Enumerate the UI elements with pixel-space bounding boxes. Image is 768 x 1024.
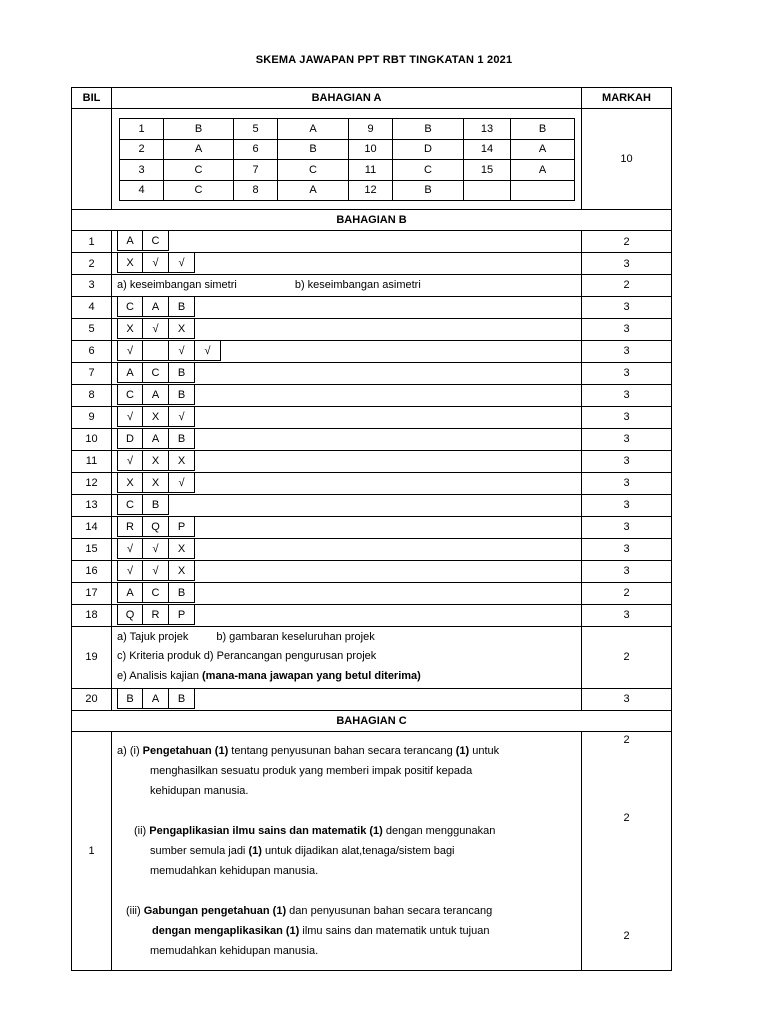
row-markah: 3 [582, 384, 672, 406]
keyword: dengan mengaplikasikan (1) [152, 924, 303, 937]
answer-scheme-table [71, 87, 672, 971]
text: untuk dijadikan alat,tenaga/sistem bagi [264, 844, 455, 857]
answer-box: Q [117, 605, 143, 625]
answer-letter: A [278, 119, 349, 140]
row-number: 8 [72, 384, 112, 406]
bahagian-b-heading: BAHAGIAN B [72, 210, 672, 231]
question-number: 6 [234, 139, 278, 160]
answer-letter: C [393, 160, 464, 181]
row-number: 4 [72, 296, 112, 318]
header-bahagian-a: BAHAGIAN A [112, 88, 582, 109]
row-number: 14 [72, 516, 112, 538]
bahagian-a-answers [112, 109, 582, 210]
answer-cell [112, 472, 582, 494]
answer-letter: B [164, 119, 234, 140]
keyword: Pengetahuan (1) [142, 744, 232, 757]
row-markah: 3 [582, 472, 672, 494]
row-number: 16 [72, 560, 112, 582]
bahagian-b-row [72, 472, 672, 494]
answer-box: √ [143, 539, 169, 559]
answer-box: A [117, 363, 143, 383]
bahagian-b-row [72, 275, 672, 297]
answer-box: B [143, 495, 169, 515]
question-number: 9 [349, 119, 393, 140]
bahagian-b-row [72, 406, 672, 428]
bahagian-b-row [72, 688, 672, 710]
answer-boxes [112, 451, 581, 472]
answer-box: Q [143, 517, 169, 537]
answer-b: b) gambaran keseluruhan projek [216, 630, 375, 643]
bahagian-b-row-19 [72, 626, 672, 688]
text: memudahkan kehidupan manusia. [150, 864, 319, 877]
row-markah: 3 [582, 604, 672, 626]
text: memudahkan kehidupan manusia. [150, 944, 319, 957]
bahagian-b-row [72, 253, 672, 275]
row-number: 20 [72, 688, 112, 710]
answer-boxes [112, 407, 581, 428]
answer-cell [112, 296, 582, 318]
question-number: 14 [464, 139, 511, 160]
answer-box: B [169, 689, 195, 709]
answer-boxes [112, 605, 581, 626]
row-markah: 2 [582, 626, 672, 688]
answer-boxes [112, 495, 581, 516]
answer-cell [112, 494, 582, 516]
bahagian-c-markah [582, 731, 672, 970]
answer-cell [112, 406, 582, 428]
text: dengan menggunakan [385, 824, 496, 837]
answer-letter: A [164, 139, 234, 160]
row-markah: 2 [582, 582, 672, 604]
answer-box: X [143, 407, 169, 427]
row-markah: 3 [582, 516, 672, 538]
bahagian-c-heading: BAHAGIAN C [72, 710, 672, 731]
answer-box: B [169, 583, 195, 603]
answer-box: P [169, 605, 195, 625]
answer-boxes [112, 689, 581, 710]
answer-cell [112, 318, 582, 340]
answer-letter: C [278, 160, 349, 181]
answer-boxes [112, 297, 581, 318]
answer-note: (mana-mana jawapan yang betul diterima) [202, 669, 421, 682]
answer-box: √ [143, 319, 169, 339]
row-number: 7 [72, 362, 112, 384]
answer-boxes [112, 517, 581, 538]
mark-note: (1) [455, 744, 473, 757]
row-number: 9 [72, 406, 112, 428]
row-number: 3 [72, 275, 112, 297]
bahagian-b-row [72, 340, 672, 362]
row-number: 19 [72, 626, 112, 688]
bahagian-b-row [72, 318, 672, 340]
answer-box: D [117, 429, 143, 449]
answer-letter: A [511, 139, 575, 160]
answer-box: A [117, 583, 143, 603]
answer-box: √ [195, 341, 221, 361]
answer-box: B [169, 297, 195, 317]
answer-box: √ [117, 539, 143, 559]
answer-cell [112, 560, 582, 582]
answer-letter: C [164, 180, 234, 201]
answer-box: X [117, 253, 143, 273]
bahagian-b-heading-row [72, 210, 672, 231]
row-number: 11 [72, 450, 112, 472]
answer-a: a) Tajuk projek [117, 630, 189, 643]
bahagian-c-heading-row [72, 710, 672, 731]
answer-cell [112, 340, 582, 362]
answer-box: √ [169, 407, 195, 427]
text: ilmu sains dan matematik untuk tujuan [302, 924, 490, 937]
answer-box [143, 341, 169, 361]
row-markah: 3 [582, 340, 672, 362]
answer-box: √ [143, 253, 169, 273]
text: untuk [472, 744, 500, 757]
answer-box: A [143, 385, 169, 405]
row-markah: 2 [582, 231, 672, 253]
header-bil: BIL [72, 88, 112, 109]
answer-letter: A [511, 160, 575, 181]
question-number: 8 [234, 180, 278, 201]
row-number: 13 [72, 494, 112, 516]
bahagian-b-row [72, 604, 672, 626]
question-number: 5 [234, 119, 278, 140]
bahagian-b-row [72, 428, 672, 450]
row-markah: 3 [582, 538, 672, 560]
bahagian-b-row [72, 296, 672, 318]
answer-cell [112, 688, 582, 710]
keyword: Pengaplikasian ilmu sains dan matematik (1) [149, 824, 386, 837]
row-markah: 3 [582, 318, 672, 340]
answer-c-d: c) Kriteria produk d) Perancangan pengurusan projek [117, 650, 377, 663]
bahagian-a-row [72, 109, 672, 210]
answer-letter [511, 180, 575, 201]
answer-boxes [112, 539, 581, 560]
grid-row [120, 139, 575, 160]
answer-box: √ [169, 341, 195, 361]
answer-letter: B [393, 119, 464, 140]
bahagian-a-markah: 10 [582, 109, 672, 210]
answer-letter: B [511, 119, 575, 140]
row-markah: 3 [582, 450, 672, 472]
grid-row [120, 180, 575, 201]
bahagian-b-row [72, 538, 672, 560]
answer-letter: C [164, 160, 234, 181]
row-markah: 3 [582, 560, 672, 582]
answer-boxes [112, 231, 581, 252]
bahagian-b-row [72, 582, 672, 604]
bahagian-b-row [72, 450, 672, 472]
answer-cell [112, 582, 582, 604]
text: dan penyusunan bahan secara terancang [289, 904, 493, 917]
answer-cell [112, 538, 582, 560]
answer-boxes [112, 341, 581, 362]
row-markah: 3 [582, 253, 672, 275]
answer-box: A [143, 297, 169, 317]
answer-box: X [169, 319, 195, 339]
bahagian-a-grid [119, 118, 575, 201]
answer-box: C [143, 231, 169, 251]
answer-cell [112, 626, 582, 688]
row-number: 10 [72, 428, 112, 450]
answer-box: X [143, 451, 169, 471]
row-markah: 3 [582, 296, 672, 318]
answer-box: √ [117, 561, 143, 581]
question-number: 10 [349, 139, 393, 160]
markah-ii: 2 [623, 811, 630, 824]
row-markah: 2 [582, 275, 672, 297]
item-label: (iii) [126, 904, 144, 917]
answer-box: B [169, 429, 195, 449]
answer-box: C [117, 385, 143, 405]
row-number: 2 [72, 253, 112, 275]
row-markah: 3 [582, 362, 672, 384]
answer-box: B [169, 363, 195, 383]
answer-box: C [117, 495, 143, 515]
answer-cell [112, 450, 582, 472]
answer-box: R [117, 517, 143, 537]
answer-box: A [143, 689, 169, 709]
question-number: 2 [120, 139, 164, 160]
answer-cell [112, 731, 582, 970]
answer-box: X [117, 473, 143, 493]
text: tentang penyusunan bahan secara terancang [231, 744, 456, 757]
answer-box: A [143, 429, 169, 449]
bahagian-b-row [72, 494, 672, 516]
markah-i: 2 [623, 733, 630, 746]
bahagian-b-row [72, 560, 672, 582]
keyword: Gabungan pengetahuan (1) [143, 904, 290, 917]
answer-boxes [112, 473, 581, 494]
question-number: 11 [349, 160, 393, 181]
answer-box: A [117, 231, 143, 251]
answer-e: e) Analisis kajian [117, 669, 202, 682]
answer-box: X [117, 319, 143, 339]
question-number: 15 [464, 160, 511, 181]
row-number: 6 [72, 340, 112, 362]
row-number: 15 [72, 538, 112, 560]
text: kehidupan manusia. [150, 784, 249, 797]
answer-b: b) keseimbangan asimetri [294, 279, 421, 292]
text: menghasilkan sesuatu produk yang memberi impak positif kepada [150, 764, 473, 777]
markah-iii: 2 [623, 929, 630, 942]
answer-cell [112, 362, 582, 384]
bahagian-b-row [72, 516, 672, 538]
row-number: 18 [72, 604, 112, 626]
answer-box: B [117, 689, 143, 709]
answer-boxes [112, 363, 581, 384]
answer-boxes [112, 253, 581, 274]
answer-box: C [143, 583, 169, 603]
answer-box: R [143, 605, 169, 625]
answer-a: a) keseimbangan simetri [117, 279, 237, 292]
text: sumber semula jadi [150, 844, 249, 857]
row-markah: 3 [582, 406, 672, 428]
row-number: 12 [72, 472, 112, 494]
grid-row [120, 160, 575, 181]
bahagian-b-row [72, 384, 672, 406]
answer-letter: A [278, 180, 349, 201]
question-number: 7 [234, 160, 278, 181]
row-number: 1 [72, 731, 112, 970]
question-number: 1 [120, 119, 164, 140]
answer-cell [112, 604, 582, 626]
answer-box: √ [117, 407, 143, 427]
answer-cell [112, 253, 582, 275]
document-title: SKEMA JAWAPAN PPT RBT TINGKATAN 1 2021 [255, 54, 513, 66]
answer-letter: D [393, 139, 464, 160]
answer-boxes [112, 561, 581, 582]
answer-box: √ [143, 561, 169, 581]
question-number: 12 [349, 180, 393, 201]
answer-cell [112, 231, 582, 253]
answer-cell [112, 384, 582, 406]
answer-box: C [117, 297, 143, 317]
answer-cell [112, 428, 582, 450]
answer-box: X [169, 451, 195, 471]
grid-row [120, 119, 575, 140]
row-markah: 3 [582, 688, 672, 710]
answer-box: X [169, 561, 195, 581]
answer-letter: B [278, 139, 349, 160]
mark-note: (1) [248, 844, 265, 857]
answer-boxes [112, 429, 581, 450]
bahagian-b-row [72, 362, 672, 384]
row-markah: 3 [582, 494, 672, 516]
header-markah: MARKAH [582, 88, 672, 109]
answer-boxes [112, 583, 581, 604]
question-number: 4 [120, 180, 164, 201]
answer-box: X [169, 539, 195, 559]
row-markah: 3 [582, 428, 672, 450]
bahagian-c-row [72, 731, 672, 970]
answer-box: √ [117, 341, 143, 361]
question-number: 13 [464, 119, 511, 140]
answer-box: √ [169, 473, 195, 493]
answer-box: P [169, 517, 195, 537]
answer-boxes [112, 385, 581, 406]
question-number [464, 180, 511, 201]
answer-box: √ [169, 253, 195, 273]
row-number: 17 [72, 582, 112, 604]
answer-box: B [169, 385, 195, 405]
item-label: a) (i) [117, 744, 143, 757]
answer-box: C [143, 363, 169, 383]
answer-cell [112, 516, 582, 538]
answer-box: √ [117, 451, 143, 471]
answer-cell [112, 275, 582, 297]
item-label: (ii) [134, 824, 150, 837]
answer-box: X [143, 473, 169, 493]
question-number: 3 [120, 160, 164, 181]
answer-boxes [112, 319, 581, 340]
bahagian-b-row [72, 231, 672, 253]
answer-letter: B [393, 180, 464, 201]
header-row [72, 88, 672, 109]
row-number: 5 [72, 318, 112, 340]
row-number: 1 [72, 231, 112, 253]
